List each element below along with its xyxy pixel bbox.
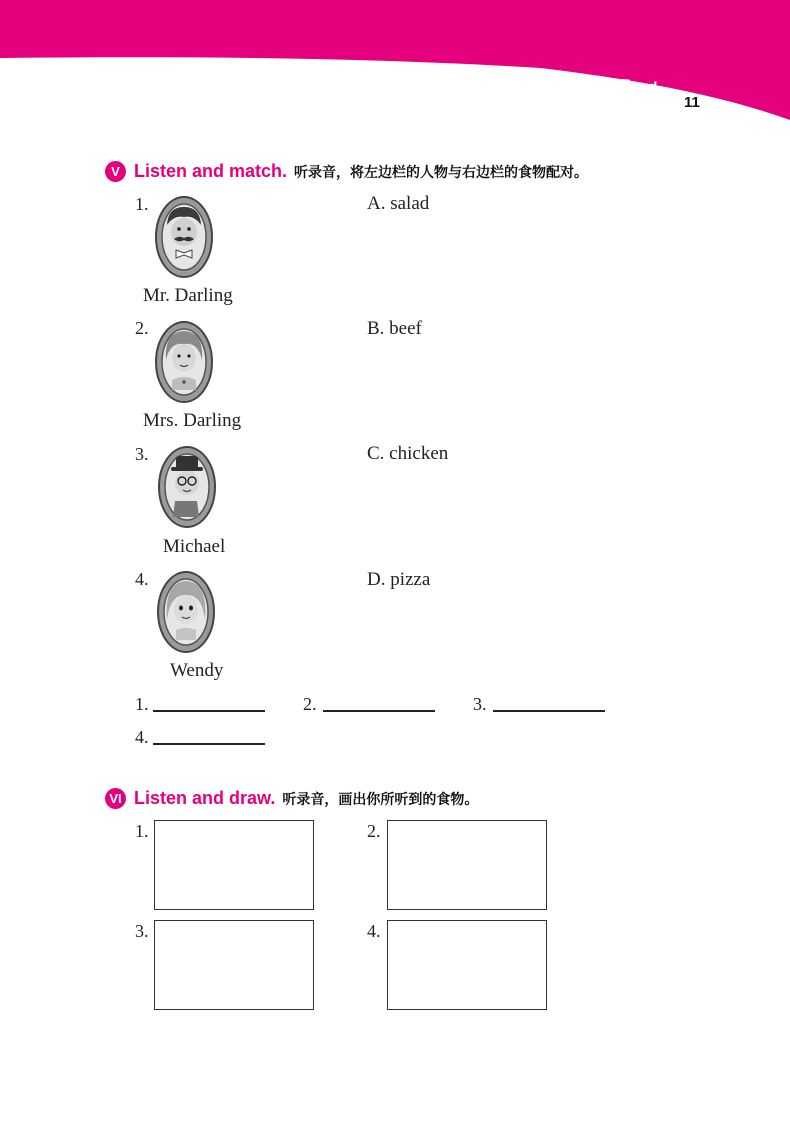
wendy-portrait-icon [156,570,216,654]
draw-box-4[interactable] [387,920,547,1010]
character-1-number: 1. [135,194,149,214]
section-5-header [105,161,588,182]
section-6-header [105,788,478,809]
character-4-name: Wendy [170,660,224,681]
draw-box-3-number: 3. [135,921,149,941]
character-2-name: Mrs. Darling [143,410,242,431]
draw-box-2[interactable] [387,820,547,910]
section-6-title-en: Listen and draw. [134,788,276,808]
answer-3-blank[interactable] [493,710,605,712]
answer-1-number: 1. [135,694,149,714]
character-1-name: Mr. Darling [143,285,233,306]
answer-1-blank[interactable] [153,710,265,712]
page-number: 11 [684,94,700,111]
draw-box-2-number: 2. [367,821,381,841]
mr-darling-portrait-icon [154,195,214,279]
answer-4-blank[interactable] [153,743,265,745]
option-c: C. chicken [367,443,449,464]
header-banner [0,0,790,135]
draw-box-1[interactable] [154,820,314,910]
mrs-darling-portrait-icon [154,320,214,404]
option-a: A. salad [367,193,430,214]
section-6-badge: VI [105,788,126,809]
section-5-title-zh: 听录音，将左边栏的人物与右边栏的食物配对。 [294,163,589,180]
section-5-badge: V [105,161,126,182]
section-6-title-zh: 听录音，画出你所听到的食物。 [282,790,479,807]
unit-title: Unit 3 Everyday Food [503,66,658,97]
answer-4-number: 4. [135,727,149,747]
draw-box-3[interactable] [154,920,314,1010]
character-3-name: Michael [163,536,226,557]
michael-portrait-icon [157,445,217,529]
option-d: D. pizza [367,569,431,590]
section-5-title-en: Listen and match. [134,161,288,181]
character-2-number: 2. [135,318,149,338]
answer-3-number: 3. [473,694,487,714]
character-3-number: 3. [135,444,149,464]
draw-box-1-number: 1. [135,821,149,841]
option-b: B. beef [367,318,422,339]
character-4-number: 4. [135,569,149,589]
draw-box-4-number: 4. [367,921,381,941]
answer-2-number: 2. [303,694,317,714]
answer-2-blank[interactable] [323,710,435,712]
